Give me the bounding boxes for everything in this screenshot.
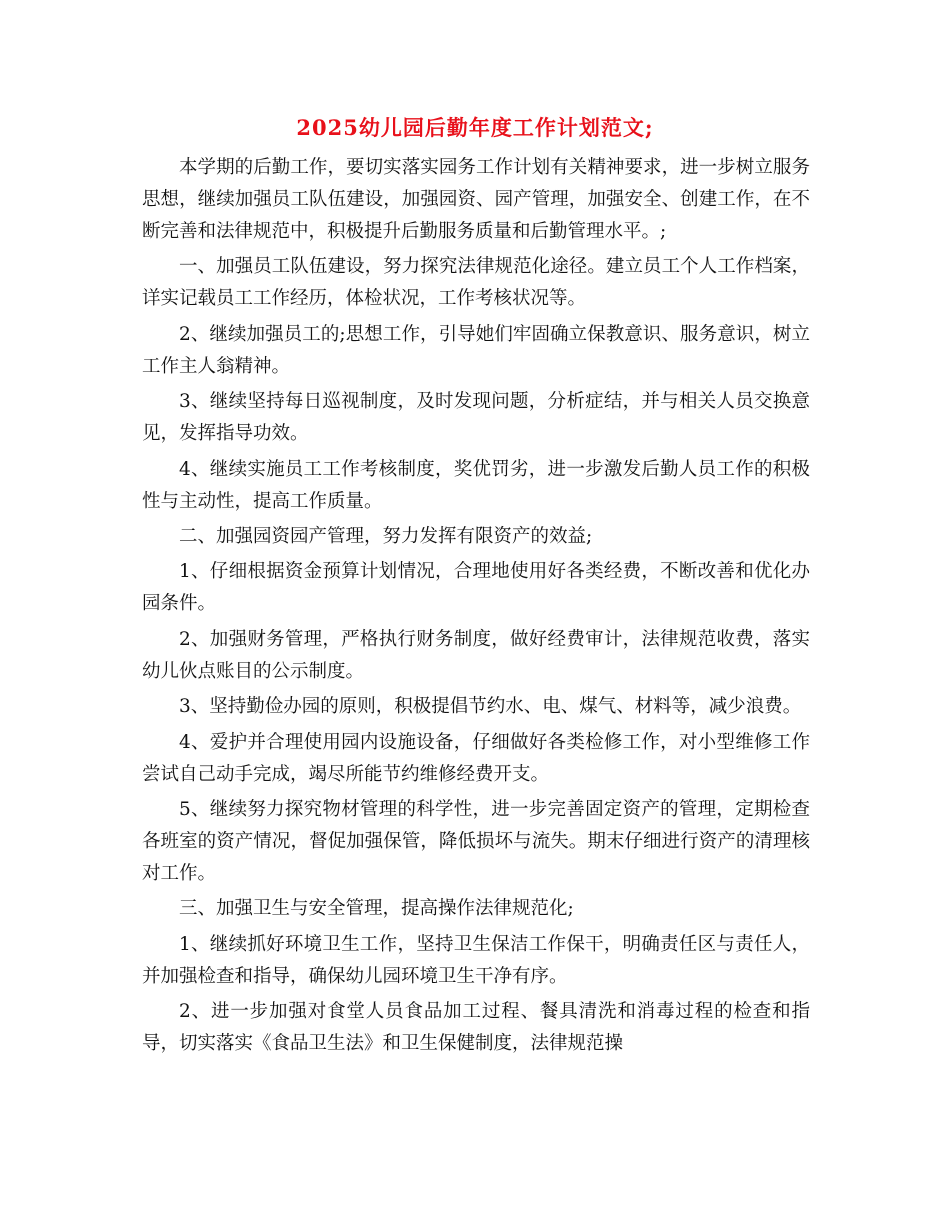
paragraph-item: 5、继续努力探究物材管理的科学性，进一步完善固定资产的管理，定期检查各班室的资产情况，督促加强保管，降低损坏与流失。期末仔细进行资产的清理核对工作。	[142, 798, 810, 884]
paragraph-section-1: 一、加强员工队伍建设，努力探究法律规范化途径。建立员工个人工作档案，详实记载员工工作经历，体检状况，工作考核状况等。	[142, 256, 810, 310]
paragraph-item: 2、进一步加强对食堂人员食品加工过程、餐具清洗和消毒过程的检查和指导，切实落实《食品卫生法》和卫生保健制度，法律规范操	[142, 1001, 810, 1055]
paragraph-section-3: 三、加强卫生与安全管理，提高操作法律规范化;	[179, 898, 574, 920]
paragraph-item: 3、坚持勤俭办园的原则，积极提倡节约水、电、煤气、材料等，减少浪费。	[179, 696, 802, 718]
paragraph-item: 4、继续实施员工工作考核制度，奖优罚劣，进一步激发后勤人员工作的积极性与主动性，提高工作质量。	[142, 458, 810, 512]
document-body	[142, 152, 810, 1063]
document-title: 2025幼儿园后勤年度工作计划范文;	[296, 115, 654, 140]
paragraph-section-2: 二、加强园资园产管理，努力发挥有限资产的效益;	[179, 525, 593, 547]
paragraph-item: 4、爱护并合理使用园内设施设备，仔细做好各类检修工作，对小型维修工作尝试自己动手完成，竭尽所能节约维修经费开支。	[142, 731, 810, 785]
paragraph-item: 1、继续抓好环境卫生工作，坚持卫生保洁工作保干，明确责任区与责任人，并加强检查和指导，确保幼儿园环境卫生干净有序。	[142, 933, 810, 987]
paragraph-item: 2、加强财务管理，严格执行财务制度，做好经费审计，法律规范收费，落实幼儿伙点账目的公示制度。	[142, 628, 810, 682]
paragraph-item: 1、仔细根据资金预算计划情况，合理地使用好各类经费，不断改善和优化办园条件。	[142, 561, 810, 615]
paragraph-item: 2、继续加强员工的;思想工作，引导她们牢固确立保教意识、服务意识，树立工作主人翁精神。	[142, 323, 810, 377]
paragraph-item: 3、继续坚持每日巡视制度，及时发现问题，分析症结，并与相关人员交换意见，发挥指导功效。	[142, 391, 810, 445]
paragraph-intro: 本学期的后勤工作，要切实落实园务工作计划有关精神要求，进一步树立服务思想，继续加强员工队伍建设，加强园资、园产管理，加强安全、创建工作，在不断完善和法律规范中，积极提升后勤服务质量和后勤管理水平。;	[142, 157, 810, 242]
